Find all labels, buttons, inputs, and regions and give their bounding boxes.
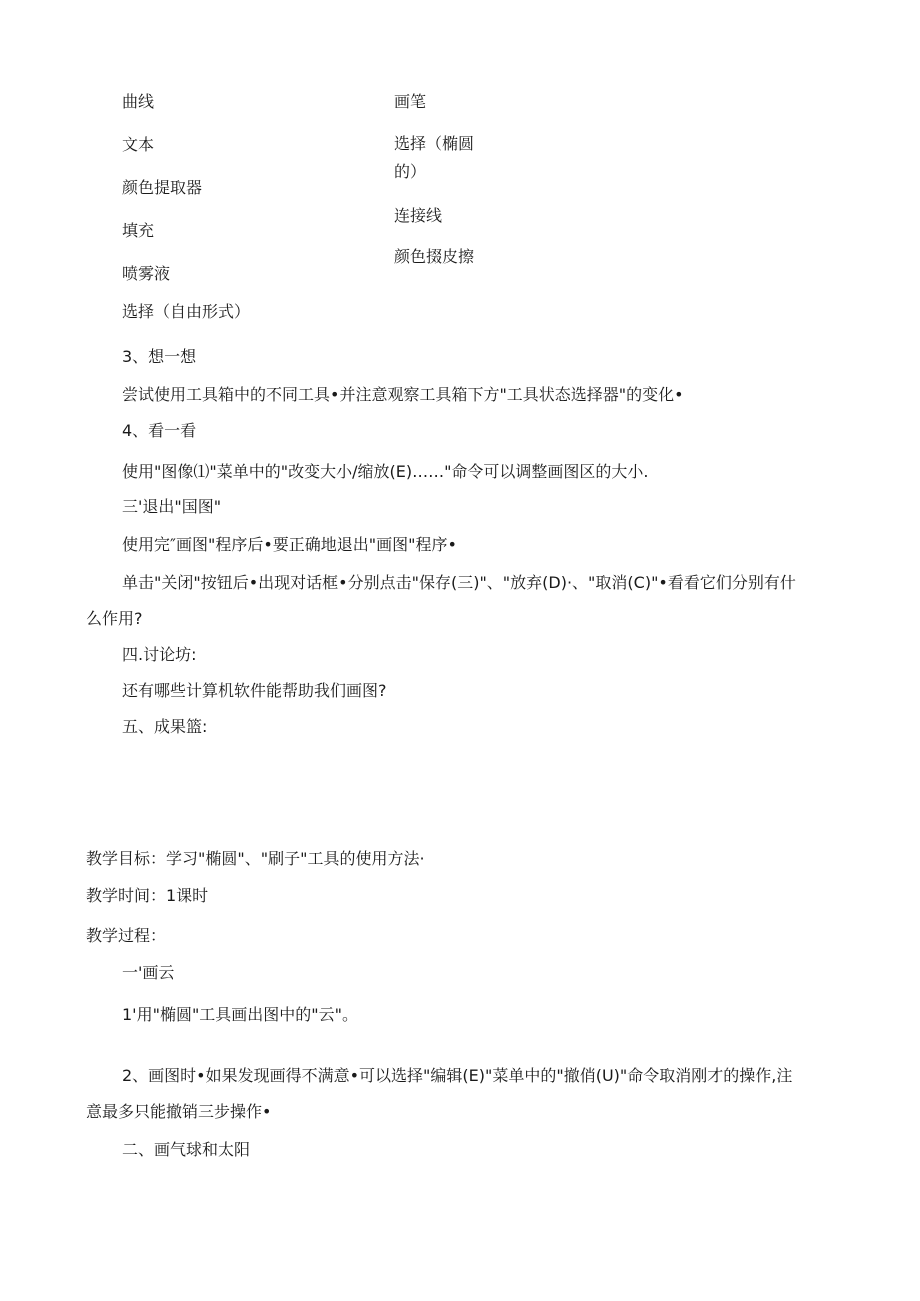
step-heading-cloud: 一'画云	[122, 963, 175, 982]
paragraph-cloud: 1'用"椭圆"工具画出图中的"云"。	[122, 1005, 359, 1024]
tool-item-color-eraser: 颜色掇皮擦	[394, 247, 475, 266]
tool-item-free-select: 选择（自由形式）	[122, 302, 251, 321]
tool-item-text: 文本	[122, 135, 155, 154]
paragraph-think: 尝试使用工具箱中的不同工具•并注意观察工具箱下方"工具状态选择器"的变化•	[122, 385, 684, 404]
tool-item-ellipse-select-cont: 的）	[394, 162, 427, 181]
part-heading-results: 五、成果篮:	[122, 717, 208, 736]
tool-item-connector: 连接线	[394, 206, 443, 225]
paragraph-look: 使用"图像⑴"菜单中的"改变大小/缩放(E)……"命令可以调整画图区的大小.	[122, 462, 649, 481]
teaching-goal: 教学目标：学习"椭圆"、"刷子"工具的使用方法·	[86, 849, 425, 868]
part-heading-exit: 三'退出"国图"	[122, 497, 222, 516]
paragraph-exit-2-cont: 么作用?	[86, 609, 143, 628]
paragraph-discuss: 还有哪些计算机软件能帮助我们画图?	[122, 681, 387, 700]
part-heading-balloon-sun: 二、画气球和太阳	[122, 1140, 251, 1159]
tool-item-brush: 画笔	[394, 92, 427, 111]
teaching-time: 教学时间：1课时	[86, 886, 209, 905]
paragraph-exit-1: 使用完″画图"程序后•要正确地退出"画图"程序•	[122, 535, 457, 554]
tool-item-curve: 曲线	[122, 92, 155, 111]
section-heading-look: 4、看一看	[122, 421, 197, 440]
tool-item-spray: 喷雾液	[122, 264, 171, 283]
paragraph-undo: 2、画图时•如果发现画得不满意•可以选择"编辑(E)"菜单中的"撤俏(U)"命令取消刚才的操作,注	[122, 1066, 793, 1085]
tool-item-color-picker: 颜色提取器	[122, 178, 203, 197]
teaching-process: 教学过程：	[86, 926, 167, 945]
paragraph-exit-2: 单击"关闭"按钮后•出现对话框•分别点击"保存(三)"、"放弃(D)·、"取消(C)"•看看它们分别有什	[122, 573, 796, 592]
paragraph-undo-cont: 意最多只能撤销三步操作•	[86, 1102, 272, 1121]
tool-item-ellipse-select: 选择（椭圆	[394, 134, 475, 153]
part-heading-discuss: 四.讨论坊:	[122, 645, 197, 664]
tool-item-fill: 填充	[122, 221, 155, 240]
section-heading-think: 3、想一想	[122, 347, 197, 366]
